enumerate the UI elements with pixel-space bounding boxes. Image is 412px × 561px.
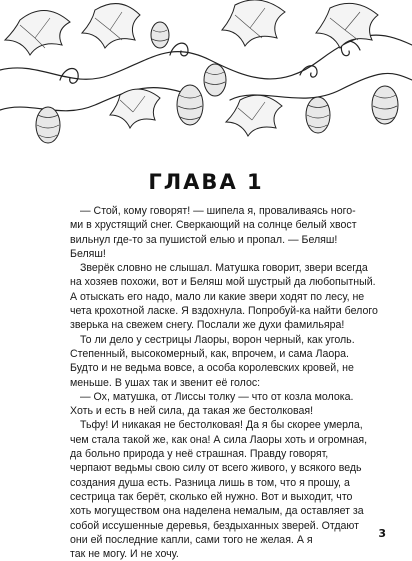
text-line: да больно природа у неё страшная. Правду говорят, bbox=[70, 448, 329, 461]
text-line: на хозяев похожи, вот и Беляш мой шустрый да любопытный. bbox=[70, 276, 376, 289]
text-line: чета крохотной ласке. Я вздохнула. Попробуй-ка найти белого bbox=[70, 305, 378, 318]
text-line: сестрица так берёт, сколько ей нужно. Вот и выходит, что bbox=[70, 490, 353, 503]
text-line: создания душа есть. Разница лишь в том, что я прошу, а bbox=[70, 476, 350, 489]
text-line: вильнул где-то за пушистой елью и пропал. — Беляш! bbox=[70, 233, 338, 246]
text-line: Степенный, высокомерный, как, впрочем, и сама Лаора. bbox=[70, 347, 349, 360]
text-line: они ей последние капли, сами того не желая. А я bbox=[70, 533, 313, 546]
paragraph bbox=[70, 390, 388, 419]
text-line: собой иссушенные деревья, бездыханных зверей. Отдают bbox=[70, 519, 359, 532]
text-line: То ли дело у сестрицы Лаоры, ворон черный, как уголь. bbox=[80, 333, 355, 346]
paragraph bbox=[70, 333, 388, 390]
paragraph bbox=[70, 261, 388, 332]
hop-vine-illustration bbox=[0, 0, 412, 150]
chapter-title: ГЛАВА 1 bbox=[148, 170, 264, 194]
text-line: меньше. В ушах так и звенит её голос: bbox=[70, 376, 261, 389]
text-line: Зверёк словно не слышал. Матушка говорит, звери всегда bbox=[80, 262, 368, 275]
text-line: ми в хрустящий снег. Сверкающий на солнце белый хвост bbox=[70, 219, 357, 232]
text-line: Беляш! bbox=[70, 247, 106, 260]
text-line: так не могу. И не хочу. bbox=[70, 548, 179, 561]
text-line: — Стой, кому говорят! — шипела я, проваливаясь ного- bbox=[80, 205, 356, 217]
text-line: зверька на свежем снегу. Послали же духи фамильяра! bbox=[70, 319, 345, 332]
text-line: чем стала такой же, как она! А сила Лаоры хоть и огромная, bbox=[70, 433, 368, 446]
text-line: Будто и не ведьма вовсе, а особа королевских кровей, не bbox=[70, 362, 354, 375]
text-line: — Ох, матушка, от Лиссы толку — что от козла молока. bbox=[80, 390, 354, 403]
chapter-body-text bbox=[70, 204, 388, 561]
text-line: Тьфу! И никакая не бестолковая! Да я бы скорее умерла, bbox=[80, 419, 363, 432]
paragraph bbox=[70, 418, 388, 561]
page-number: 3 bbox=[378, 527, 386, 540]
text-line: А отыскать его надо, мало ли какие звери ходят по лесу, не bbox=[70, 290, 365, 303]
text-line: Хоть и есть в ней сила, да такая же бестолковая! bbox=[70, 405, 314, 418]
text-line: черпают ведьмы свою силу от всего живого, у всякого ведь bbox=[70, 462, 362, 475]
text-line: хоть могуществом она наделена немалым, да оставляет за bbox=[70, 505, 364, 518]
paragraph bbox=[70, 204, 388, 261]
